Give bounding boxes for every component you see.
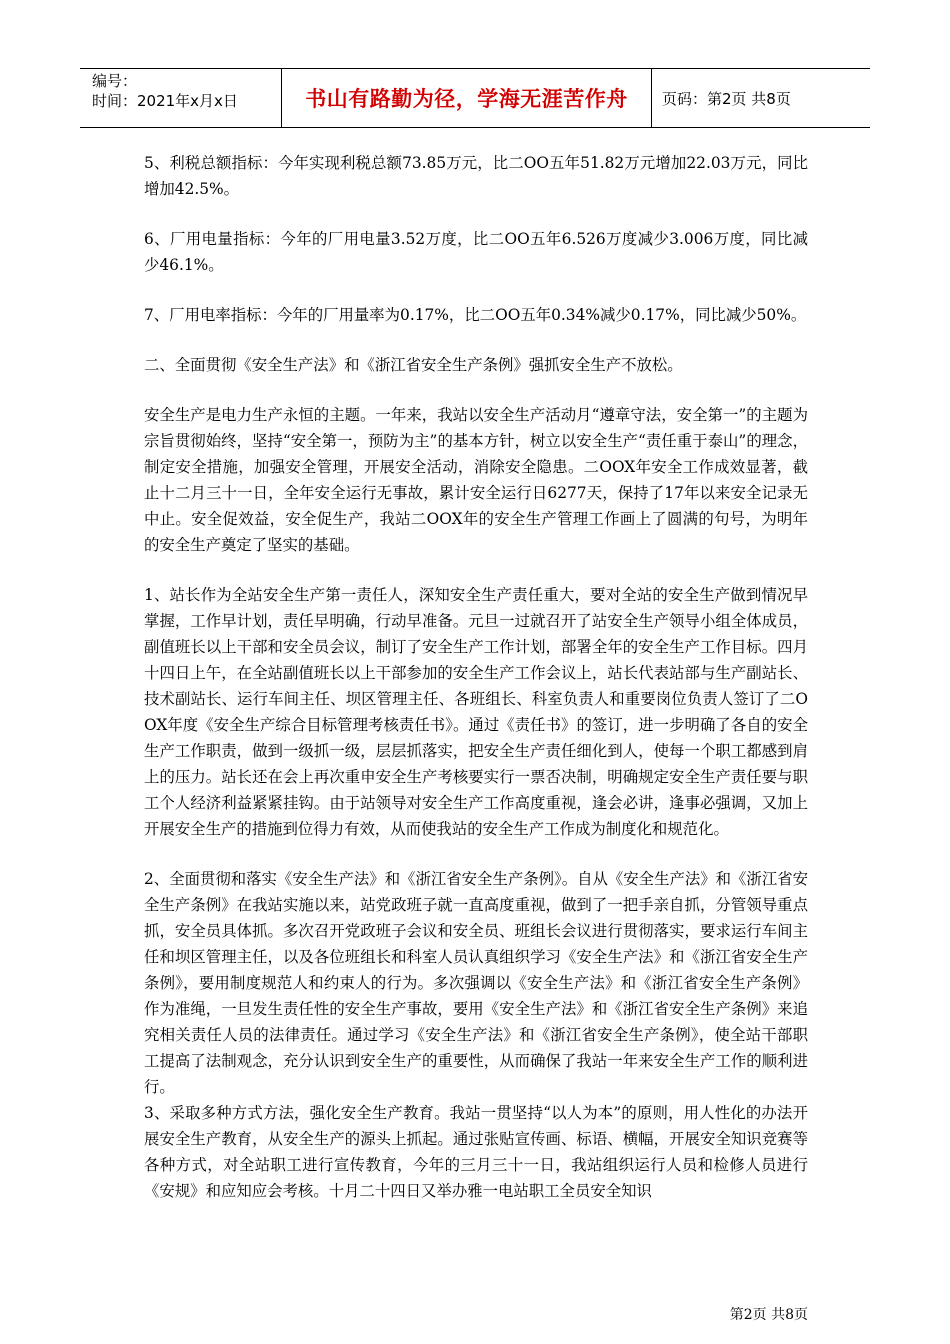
header-page-number: 页码：第2页 共8页	[662, 89, 791, 108]
document-date: 时间：2021年x月x日	[92, 92, 238, 110]
section-heading-safety: 二、全面贯彻《安全生产法》和《浙江省安全生产条例》强抓安全生产不放松。	[144, 356, 683, 374]
header-meta	[80, 69, 282, 127]
page-header	[80, 68, 870, 128]
page-footer: 第2页 共8页	[729, 1307, 808, 1323]
document-body	[144, 150, 808, 1204]
paragraph-item-3: 3、采取多种方式方法，强化安全生产教育。我站一贯坚持“以人为本”的原则，用人性化的办法开展安全生产教育，从安全生产的源头上抓起。通过张贴宣传画、标语、横幅，开展安全知识竞赛等各种方式，对全站职工进行宣传教育，今年的三月三十一日，我站组织运行人员和检修人员进行《安规》和应知应会考核。十月二十四日又举办雅一电站职工全员安全知识	[144, 1104, 808, 1200]
paragraph-power-usage: 6、厂用电量指标：今年的厂用电量3.52万度，比二OO五年6.526万度减少3.006万度，同比减少46.1%。	[144, 230, 808, 274]
paragraph-item-2: 2、全面贯彻和落实《安全生产法》和《浙江省安全生产条例》。自从《安全生产法》和《浙江省安全生产条例》在我站实施以来，站党政班子就一直高度重视，做到了一把手亲自抓，分管领导重点抓，安全员具体抓。多次召开党政班子会议和安全员、班组长会议进行贯彻落实，要求运行车间主任和坝区管理主任，以及各位班组长和科室人员认真组织学习《安全生产法》和《浙江省安全生产条例》，要用制度规范人和约束人的行为。多次强调以《安全生产法》和《浙江省安全生产条例》作为准绳，一旦发生责任性的安全生产事故，要用《安全生产法》和《浙江省安全生产条例》来追究相关责任人员的法律责任。通过学习《安全生产法》和《浙江省安全生产条例》，使全站干部职工提高了法制观念，充分认识到安全生产的重要性，从而确保了我站一年来安全生产工作的顺利进行。	[144, 870, 808, 1096]
document-number-label: 编号：	[92, 72, 138, 90]
paragraph-safety-intro: 安全生产是电力生产永恒的主题。一年来，我站以安全生产活动月“遵章守法，安全第一”的主题为宗旨贯彻始终，坚持“安全第一，预防为主”的基本方针，树立以安全生产“责任重于泰山”的理念，制定安全措施，加强安全管理，开展安全活动，消除安全隐患。二OOX年安全工作成效显著，截止十二月三十一日，全年安全运行无事故，累计安全运行日6277天，保持了17年以来安全记录无中止。安全促效益，安全促生产，我站二OOX年的安全生产管理工作画上了圆满的句号，为明年的安全生产奠定了坚实的基础。	[144, 406, 808, 554]
paragraph-profit-tax: 5、利税总额指标：今年实现利税总额73.85万元，比二OO五年51.82万元增加22.03万元，同比增加42.5%。	[144, 154, 808, 198]
header-motto: 书山有路勤为径，学海无涯苦作舟	[282, 69, 652, 127]
paragraph-power-rate: 7、厂用电率指标：今年的厂用量率为0.17%，比二OO五年0.34%减少0.17%，同比减少50%。	[144, 306, 807, 324]
paragraph-item-1: 1、站长作为全站安全生产第一责任人，深知安全生产责任重大，要对全站的安全生产做到情况早掌握，工作早计划，责任早明确，行动早准备。元旦一过就召开了站安全生产领导小组全体成员，副值班长以上干部和安全员会议，制订了安全生产工作计划，部署全年的安全生产工作目标。四月十四日上午，在全站副值班长以上干部参加的安全生产工作会议上，站长代表站部与生产副站长、技术副站长、运行车间主任、坝区管理主任、各班组长、科室负责人和重要岗位负责人签订了二OOX年度《安全生产综合目标管理考核责任书》。通过《责任书》的签订，进一步明确了各自的安全生产工作职责，做到一级抓一级，层层抓落实，把安全生产责任细化到人，使每一个职工都感到肩上的压力。站长还在会上再次重申安全生产考核要实行一票否决制，明确规定安全生产责任要与职工个人经济利益紧紧挂钩。由于站领导对安全生产工作高度重视，逢会必讲，逢事必强调，又加上开展安全生产的措施到位得力有效，从而使我站的安全生产工作成为制度化和规范化。	[144, 586, 808, 838]
